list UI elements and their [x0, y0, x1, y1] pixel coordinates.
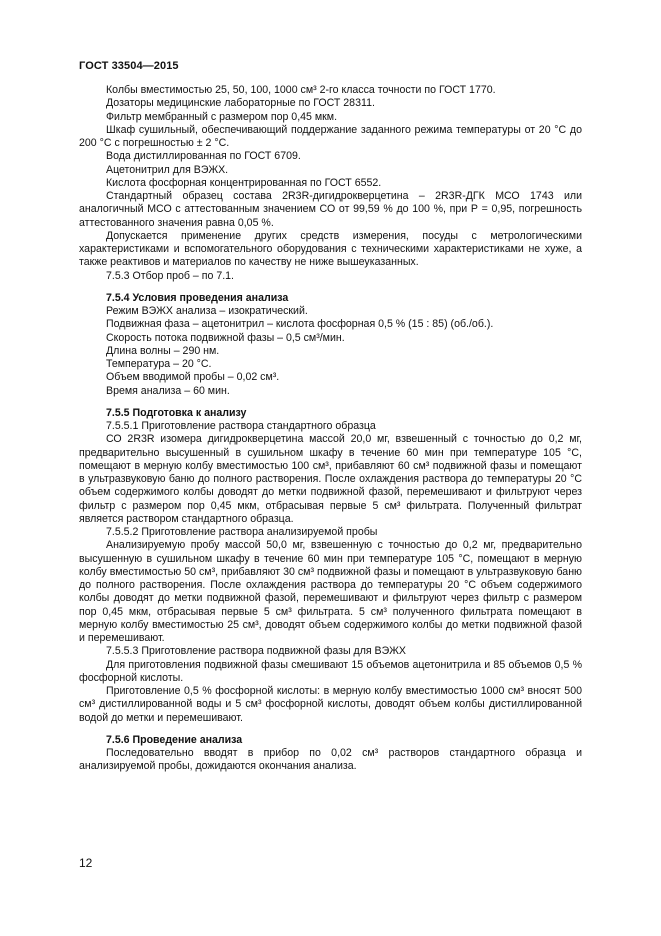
section-heading-preparation: 7.5.5 Подготовка к анализу — [106, 406, 247, 419]
document-body — [79, 84, 582, 774]
paragraph-mobile-phase-mix: Для приготовления подвижной фазы смешивают 15 объемов ацетонитрила и 85 объемов 0,5 % фосфорной кислоты. — [79, 658, 582, 684]
paragraph-phosphoric-acid-prep: Приготовление 0,5 % фосфорной кислоты: в мерную колбу вместимостью 1000 см³ вносят 500 см³ дистиллированной воды и 5 см³ фосфорной кислоты, доводят объем колбы дистиллированной водой до метки и перемешивают. — [79, 685, 582, 724]
paragraph-filter: Фильтр мембранный с размером пор 0,45 мкм. — [106, 110, 338, 123]
paragraph-acetonitrile: Ацетонитрил для ВЭЖХ. — [106, 163, 229, 176]
paragraph-flasks: Колбы вместимостью 25, 50, 100, 1000 см³ 2-го класса точности по ГОСТ 1770. — [106, 84, 496, 96]
paragraph-mobile-phase: Подвижная фаза – ацетонитрил – кислота фосфорная 0,5 % (15 : 85) (об./об.). — [106, 318, 494, 331]
paragraph-injection-volume: Объем вводимой пробы – 0,02 см³. — [106, 371, 280, 384]
paragraph-sample-solution: Анализируемую пробу массой 50,0 мг, взвешенную с точностью до 0,2 мг, предварительно высушенную в сушильном шкафу в течение 60 мин при температуре 105 °С, помещают в мерную колбу вместимостью 50 см³, прибавляют 30 см³ подвижной фазы и помещают в ультразвуковую баню до полного растворения. После охлаждения раствора до температуры 20 °С объем содержимого колбы доводят до метки подвижной фазой, перемешивают и фильтруют через фильтр с размером пор 0,45 мкм, отбрасывая первые 5 см³ фильтрата. 5 см³ полученного фильтрата помещают в мерную колбу вместимостью 25 см³, доводят объем содержимого колбы до метки подвижной фазой и перемешивают. — [79, 539, 582, 644]
subheading-mobile-phase-solution: 7.5.5.3 Приготовление раствора подвижной фазы для ВЭЖХ — [106, 645, 406, 658]
section-heading-conditions: 7.5.4 Условия проведения анализа — [106, 291, 289, 304]
subheading-sample-solution: 7.5.5.2 Приготовление раствора анализируемой пробы — [106, 526, 378, 538]
paragraph-dispensers: Дозаторы медицинские лабораторные по ГОСТ 28311. — [106, 97, 375, 110]
paragraph-wavelength: Длина волны – 290 нм. — [106, 344, 220, 357]
paragraph-temperature: Температура – 20 °С. — [106, 358, 212, 370]
paragraph-phosphoric-acid: Кислота фосфорная концентрированная по ГОСТ 6552. — [106, 176, 382, 189]
paragraph-analysis-time: Время анализа – 60 мин. — [106, 384, 230, 397]
paragraph-drying-cabinet: Шкаф сушильный, обеспечивающий поддержание заданного режима температуры от 20 °С до 200 °С с погрешностью ± 2 °С. — [79, 123, 582, 149]
paragraph-standard-solution: СО 2R3R изомера дигидрокверцетина массой 20,0 мг, взвешенный с точностью до 0,2 мг, предварительно высушенный в сушильном шкафу в течение 60 мин при температуре 105 °С, помещают в мерную колбу вместимостью 100 см³, прибавляют 60 см³ подвижной фазы и помещают в ультразвуковую баню до полного растворения. После охлаждения раствора до температуры 20 °С объем содержимого колбы доводят до метки подвижной фазой, перемешивают и фильтруют через фильтр с размером пор 0,45 мкм, отбрасывая первые 5 см³ фильтрата. Полученный фильтрат является раствором стандартного образца. — [79, 433, 582, 525]
page-number: 12 — [79, 856, 93, 870]
paragraph-flow-rate: Скорость потока подвижной фазы – 0,5 см³/мин. — [106, 331, 345, 344]
document-header: ГОСТ 33504—2015 — [79, 60, 179, 72]
paragraph-hplc-mode: Режим ВЭЖХ анализа – изократический. — [106, 305, 308, 317]
subheading-standard-solution: 7.5.5.1 Приготовление раствора стандартного образца — [106, 420, 376, 432]
paragraph-analysis-procedure: Последовательно вводят в прибор по 0,02 см³ растворов стандартного образца и анализируемой пробы, дожидаются окончания анализа. — [79, 747, 582, 773]
paragraph-reference-sample: Стандартный образец состава 2R3R-дигидрокверцетина – 2R3R-ДГК МСО 1743 или аналогичный МСО с аттестованным значением СО от 99,59 % до 100 %, при Р = 0,95, погрешность аттестованного значения равна 0,05 %. — [79, 190, 582, 229]
paragraph-sampling: 7.5.3 Отбор проб – по 7.1. — [106, 269, 234, 282]
paragraph-distilled-water: Вода дистиллированная по ГОСТ 6709. — [106, 150, 301, 163]
paragraph-allowed-substitutes: Допускается применение других средств измерения, посуды с метрологическими характеристиками и вспомогательного оборудования с техническими характеристиками не хуже, а также реактивов и материалов по качеству не ниже вышеуказанных. — [79, 229, 582, 269]
section-heading-analysis: 7.5.6 Проведение анализа — [106, 733, 243, 746]
